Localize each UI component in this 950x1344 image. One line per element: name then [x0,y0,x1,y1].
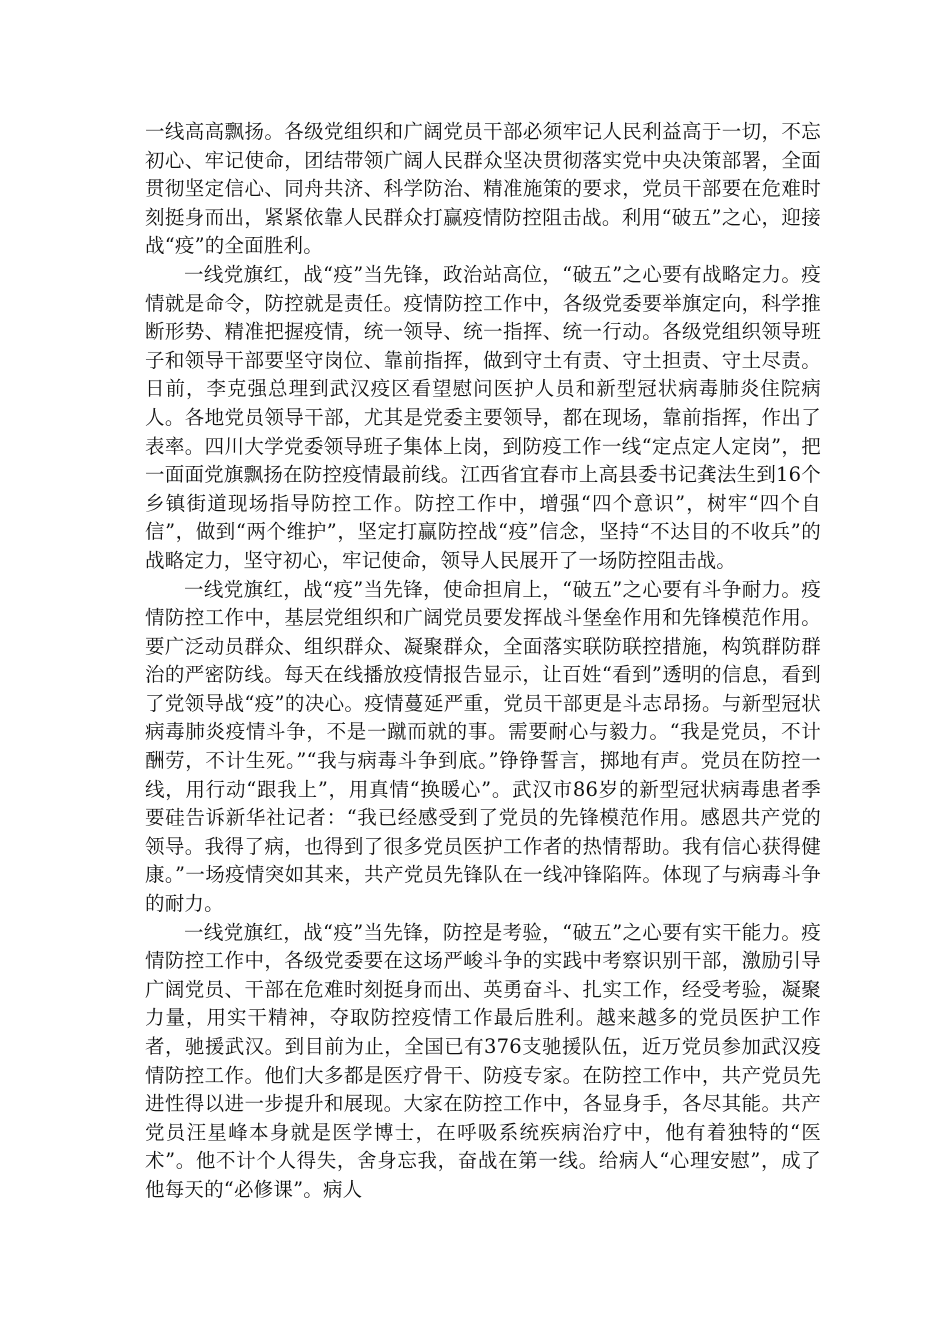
document-body [145,118,821,1205]
paragraph-4: 一线党旗红，战“疫”当先锋，防控是考验，“破五”之心要有实干能力。疫情防控工作中，各级党委要在这场严峻斗争的实践中考察识别干部，激励引导广阔党员、干部在危难时刻挺身而出、英勇奋斗、扎实工作，经受考验，凝聚力量，用实干精神，夺取防控疫情工作最后胜利。越来越多的党员医护工作者，驰援武汉。到目前为止，全国已有376支驰援队伍，近万党员参加武汉疫情防控工作。他们大多都是医疗骨干、防疫专家。在防控工作中，共产党员先进性得以进一步提升和展现。大家在防控工作中，各显身手，各尽其能。共产党员汪星峰本身就是医学博士，在呼吸系统疾病治疗中，他有着独特的“医术”。他不计个人得失，舍身忘我，奋战在第一线。给病人“心理安慰”，成了他每天的“必修课”。病人 [145,920,821,1201]
paragraph-2: 一线党旗红，战“疫”当先锋，政治站高位，“破五”之心要有战略定力。疫情就是命令，防控就是责任。疫情防控工作中，各级党委要举旗定向，科学推断形势、精准把握疫情，统一领导、统一指挥、统一行动。各级党组织领导班子和领导干部要坚守岗位、靠前指挥，做到守土有责、守土担责、守土尽责。日前，李克强总理到武汉疫区看望慰问医护人员和新型冠状病毒肺炎住院病人。各地党员领导干部，尤其是党委主要领导，都在现场，靠前指挥，作出了表率。四川大学党委领导班子集体上岗，到防疫工作一线“定点定人定岗”，把一面面党旗飘扬在防控疫情最前线。江西省宜春市上高县委书记龚法生到16个乡镇街道现场指导防控工作。防控工作中，增强“四个意识”，树牢“四个自信”，做到“两个维护”，坚定打赢防控战“疫”信念，坚持“不达目的不收兵”的战略定力，坚守初心，牢记使命，领导人民展开了一场防控阻击战。 [145,262,821,572]
paragraph-1: 一线高高飘扬。各级党组织和广阔党员干部必须牢记人民利益高于一切，不忘初心、牢记使命，团结带领广阔人民群众坚决贯彻落实党中央决策部署，全面贯彻坚定信心、同舟共济、科学防治、精准施策的要求，党员干部要在危难时刻挺身而出，紧紧依靠人民群众打赢疫情防控阻击战。利用“破五”之心，迎接战“疫”的全面胜利。 [145,120,821,258]
paragraph-3: 一线党旗红，战“疫”当先锋，使命担肩上，“破五”之心要有斗争耐力。疫情防控工作中，基层党组织和广阔党员要发挥战斗堡垒作用和先锋模范作用。要广泛动员群众、组织群众、凝聚群众，全面落实联防联控措施，构筑群防群治的严密防线。每天在线播放疫情报告显示，让百姓“看到”透明的信息，看到了党领导战“疫”的决心。疫情蔓延严重，党员干部更是斗志昂扬。与新型冠状病毒肺炎疫情斗争，不是一蹴而就的事。需要耐心与毅力。“我是党员，不计酬劳，不计生死。”“我与病毒斗争到底。”铮铮誓言，掷地有声。党员在防控一线，用行动“跟我上”，用真情“换暖心”。武汉市86岁的新型冠状病毒患者季要硅告诉新华社记者：“我已经感受到了党员的先锋模范作用。感恩共产党的领导。我得了病，也得到了很多党员医护工作者的热情帮助。我有信心获得健康。”一场疫情突如其来，共产党员先锋队在一线冲锋陷阵。体现了与病毒斗争的耐力。 [145,577,821,916]
